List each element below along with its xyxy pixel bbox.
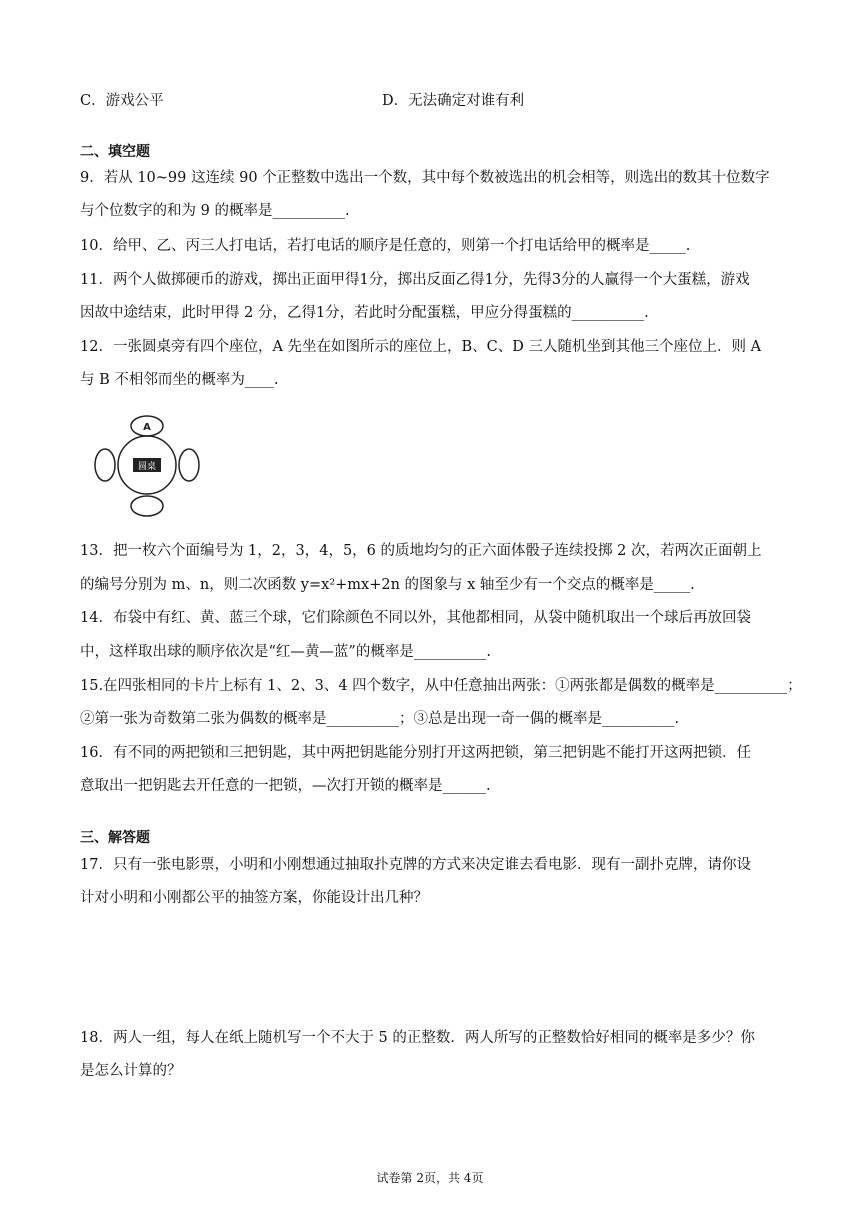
- q11-line2: 因故中途结束，此时甲得 2 分，乙得1分，若此时分配蛋糕，甲应分得蛋糕的__________.: [80, 305, 649, 321]
- q12-line2: 与 B 不相邻而坐的概率为____.: [80, 372, 279, 388]
- q9-line2: 与个位数字的和为 9 的概率是__________.: [80, 203, 350, 219]
- section-fill-in-title: 二、填空题: [80, 144, 150, 160]
- seat-a-label: A: [143, 422, 151, 433]
- q16-line1: 16．有不同的两把锁和三把钥匙，其中两把钥匙能分别打开这两把锁，第三把钥匙不能打开这两把锁．任: [80, 745, 751, 761]
- q17-line1: 17．只有一张电影票，小明和小刚想通过抽取扑克牌的方式来决定谁去看电影．现有一副扑克牌，请你设: [80, 857, 751, 873]
- q18-line2: 是怎么计算的？: [80, 1063, 182, 1079]
- q9-line1: 9．若从 10~99 这连续 90 个正整数中选出一个数，其中每个数被选出的机会相等，则选出的数其十位数字: [80, 170, 770, 186]
- table-label: 圆桌: [137, 462, 157, 472]
- q10-line: 10．给甲、乙、丙三人打电话，若打电话的顺序是任意的，则第一个打电话给甲的概率是_____.: [80, 238, 691, 254]
- q11-line1: 11．两个人做掷硬币的游戏，掷出正面甲得1分，掷出反面乙得1分，先得3分的人赢得一个大蛋糕，游戏: [80, 272, 750, 288]
- q14-line1: 14．布袋中有红、黄、蓝三个球，它们除颜色不同以外，其他都相同，从袋中随机取出一个球后再放回袋: [80, 610, 751, 626]
- q15-line2: ②第一张为奇数第二张为偶数的概率是__________；③总是出现一奇一偶的概率是__________.: [80, 711, 680, 727]
- q17-line2: 计对小明和小刚都公平的抽签方案，你能设计出几种？: [80, 890, 428, 906]
- round-table-figure: [92, 414, 202, 524]
- seat-left: [95, 449, 115, 481]
- section-answer-title: 三、解答题: [80, 830, 150, 846]
- option-d: D．无法确定对谁有利: [382, 93, 525, 109]
- q18-line1: 18．两人一组，每人在纸上随机写一个不大于 5 的正整数．两人所写的正整数恰好相同的概率是多少？你: [80, 1030, 755, 1046]
- option-c: C．游戏公平: [80, 93, 164, 109]
- q13-line2: 的编号分别为 m、n，则二次函数 y=x²+mx+2n 的图象与 x 轴至少有一个交点的概率是_____.: [80, 577, 695, 593]
- q14-line2: 中，这样取出球的顺序依次是“红—黄—蓝”的概率是__________.: [80, 644, 491, 660]
- page-footer: 试卷第 2页，共 4页: [376, 1171, 484, 1185]
- q16-line2: 意取出一把钥匙去开任意的一把锁，—次打开锁的概率是______.: [80, 778, 491, 794]
- seat-right: [179, 449, 199, 481]
- q13-line1: 13．把一枚六个面编号为 1，2，3，4，5，6 的质地均匀的正六面体骰子连续投掷 2 次，若两次正面朝上: [80, 543, 762, 559]
- seat-bottom: [131, 496, 163, 516]
- q15-line1: 15.在四张相同的卡片上标有 1、2、3、4 四个数字，从中任意抽出两张：①两张都是偶数的概率是__________；: [80, 678, 802, 694]
- q12-line1: 12．一张圆桌旁有四个座位，A 先坐在如图所示的座位上，B、C、D 三人随机坐到其他三个座位上．则 A: [80, 339, 762, 355]
